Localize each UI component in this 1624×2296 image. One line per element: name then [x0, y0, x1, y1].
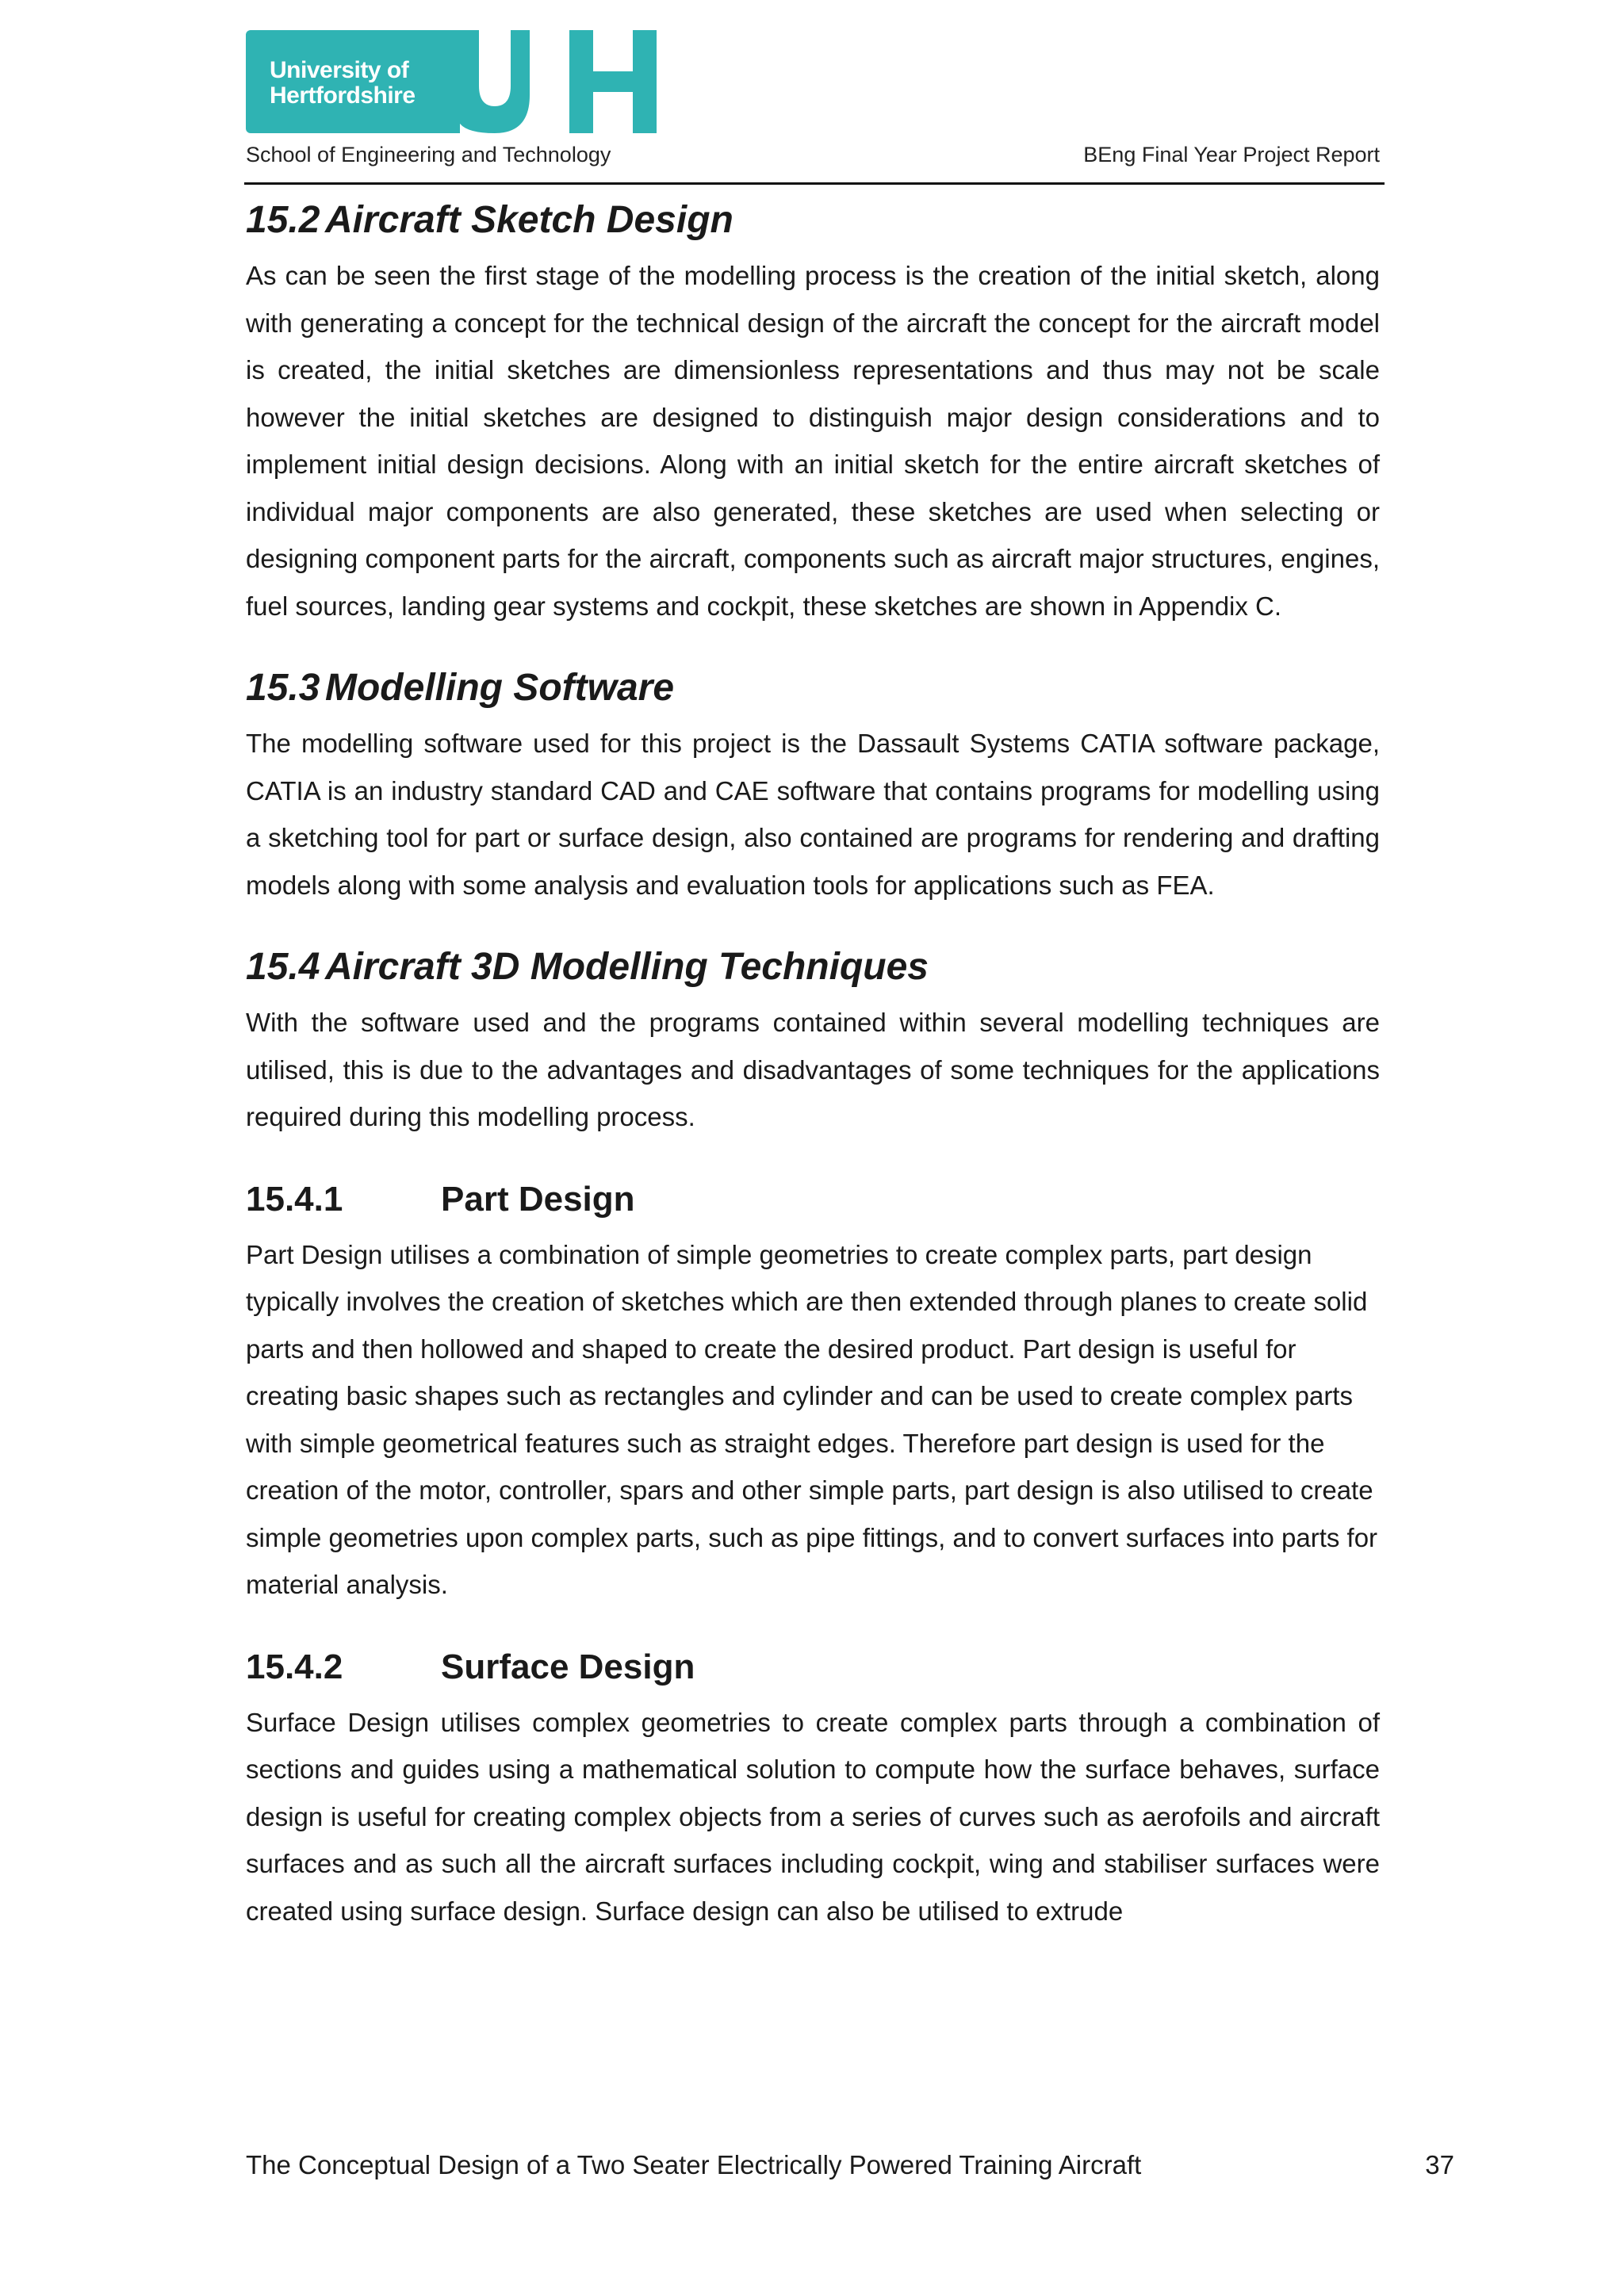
header-school: School of Engineering and Technology: [246, 143, 611, 166]
logo-line-2: Hertfordshire: [270, 82, 416, 109]
header-report-type: BEng Final Year Project Report: [1083, 143, 1380, 166]
section-title: Aircraft Sketch Design: [325, 199, 733, 241]
logo-wordmark: [246, 30, 460, 133]
section-paragraph: With the software used and the programs contained within several modelling techniques are utilised, this is due to the advantages and disadvantages of some techniques for the applications required during this modelling process.: [246, 1008, 1380, 1131]
section-paragraph: The modelling software used for this project is the Dassault Systems CATIA software package, CATIA is an industry standard CAD and CAE software that contains programs for modelling using a sketching tool for part or surface design, also contained are programs for rendering and drafting models along with some analysis and evaluation tools for applications such as FEA.: [246, 729, 1380, 900]
section-number: 15.2: [246, 199, 320, 241]
header-divider: [244, 182, 1385, 185]
subsection-number: 15.4.2: [246, 1647, 343, 1686]
section-heading-15-3: [246, 656, 1380, 720]
page-number: 37: [1425, 2150, 1454, 2179]
section-heading-15-2: [246, 189, 1380, 252]
main-content: [246, 189, 1380, 1934]
logo-line-1: University of: [270, 57, 409, 83]
university-logo: [246, 30, 657, 133]
subsection-title: Part Design: [441, 1179, 635, 1219]
section-number: 15.3: [246, 667, 320, 709]
subsection-heading-15-4-2: [246, 1636, 1380, 1699]
subsection-title: Surface Design: [441, 1647, 695, 1686]
section-title: Aircraft 3D Modelling Techniques: [325, 946, 929, 988]
subsection-number: 15.4.1: [246, 1179, 343, 1219]
section-title: Modelling Software: [325, 667, 675, 709]
subsection-paragraph: Part Design utilises a combination of simple geometries to create complex parts, part design typically involves the creation of sketches which are then extended through planes to create solid parts and then hollowed and shaped to create the desired product. Part design is useful for creating basic shapes such as rectangles and cylinder and can be used to create complex parts with simple geometrical features such as straight edges. Therefore part design is used for the creation of the motor, controller, spars and other simple parts, part design is also utilised to create simple geometries upon complex parts, such as pipe fittings, and to convert surfaces into parts for material analysis.: [246, 1239, 1378, 1599]
section-paragraph: As can be seen the first stage of the modelling process is the creation of the initial sketch, along with generating a concept for the technical design of the aircraft the concept for the aircraft model is created, the initial sketches are dimensionless representations and thus may not be scale however the initial sketches are designed to distinguish major design considerations and to implement initial design decisions. Along with an initial sketch for the entire aircraft sketches of individual major components are also generated, these sketches are used when selecting or designing component parts for the aircraft, components such as aircraft major structures, engines, fuel sources, landing gear systems and cockpit, these sketches are shown in Appendix C.: [246, 261, 1380, 621]
logo-uh-letters: [460, 30, 657, 133]
subsection-heading-15-4-1: [246, 1168, 1380, 1231]
section-number: 15.4: [246, 946, 320, 988]
footer-title: The Conceptual Design of a Two Seater Electrically Powered Training Aircraft: [246, 2150, 1142, 2179]
subsection-paragraph: Surface Design utilises complex geometries to create complex parts through a combination of sections and guides using a mathematical solution to compute how the surface behaves, surface design is useful for creating complex objects from a series of curves such as aerofoils and aircraft surfaces and as such all the aircraft surfaces including cockpit, wing and stabiliser surfaces were created using surface design. Surface design can also be utilised to extrude: [246, 1707, 1380, 1926]
section-heading-15-4: [246, 936, 1380, 999]
